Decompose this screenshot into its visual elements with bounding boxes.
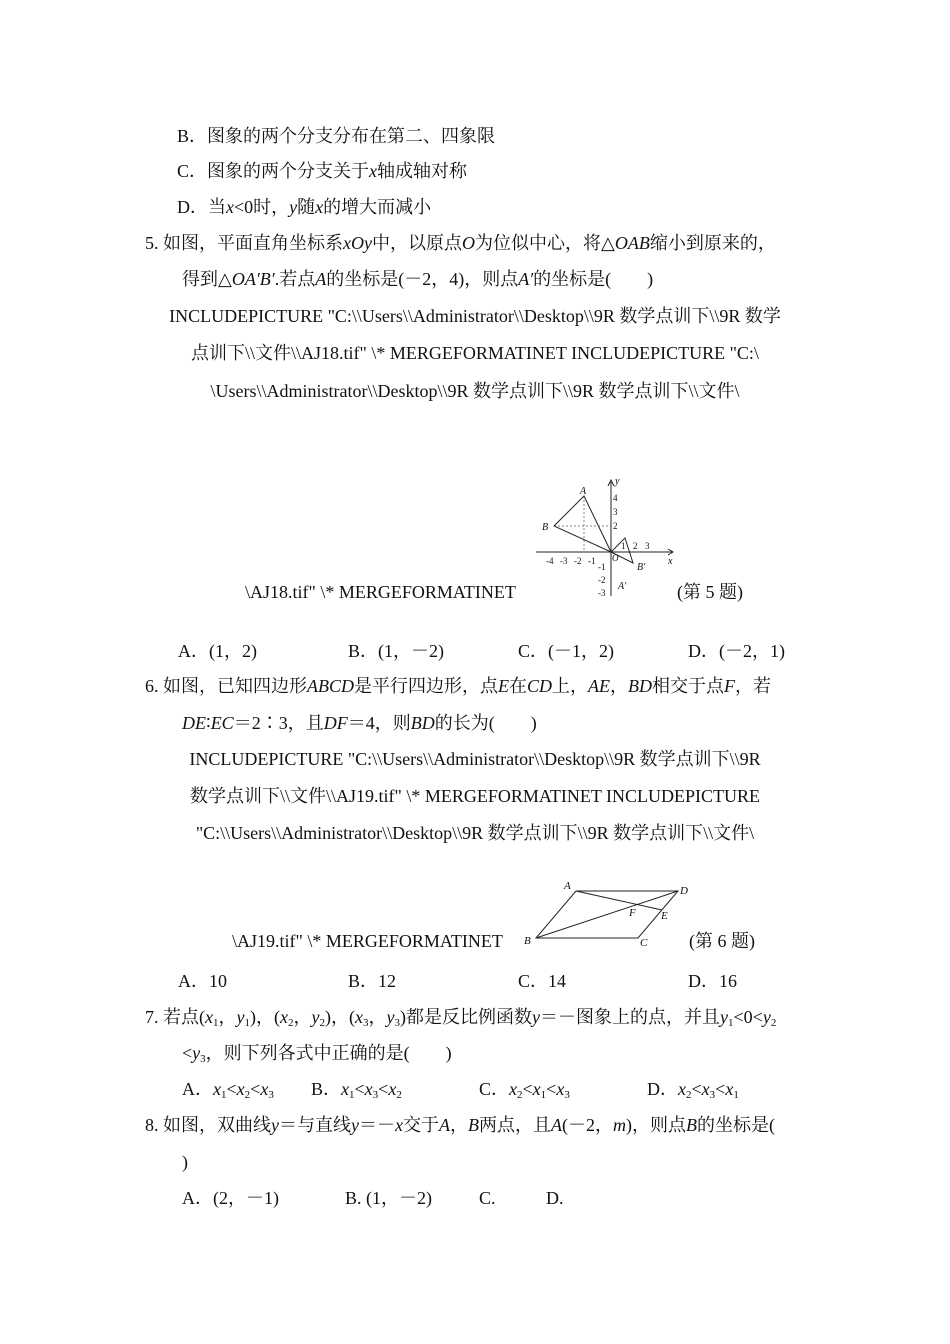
q6-include-line3: "C:\\Users\\Administrator\\Desktop\\9R 数学点训下\\9R 数学点训下\\文件\ — [195, 823, 755, 843]
q5-include-line1: INCLUDEPICTURE "C:\\Users\\Administrator\\Desktop\\9R 数学点训下\\9R 数学 — [169, 306, 781, 326]
q8-stem-line1: 8. 如图，双曲线y＝与直线y＝－x交于A，B两点，且A(－2，m)，则点B的坐标是( — [145, 1115, 775, 1135]
fig6-label-d: D — [680, 885, 688, 897]
q6-stem-line1: 6. 如图，已知四边形ABCD是平行四边形，点E在CD上，AE，BD相交于点F，若 — [145, 676, 772, 696]
q6-option-c: C．14 — [518, 971, 567, 991]
q7-option-b: B．$x_1<x_3<x_2$ — [311, 1079, 402, 1101]
q5-include-line2: 点训下\\文件\\AJ18.tif" \* MERGEFORMATINET INCLUDEPICTURE "C:\ — [191, 343, 759, 363]
fig5-label-a: A — [580, 486, 587, 497]
fig5-axis-y: y — [615, 476, 620, 487]
q5-option-a: A．(1，2) — [178, 641, 257, 661]
fig5-ytick: 2 — [613, 521, 618, 531]
fig5-label-b-prime: B′ — [637, 562, 646, 573]
fig5-xtick: -1 — [588, 556, 596, 566]
fig5-axis-x: x — [668, 556, 673, 567]
q8-option-c: C. — [479, 1188, 496, 1208]
q5-coordinate-figure — [532, 474, 682, 600]
q6-option-d: D．16 — [688, 971, 737, 991]
q4-option-c: C．图象的两个分支关于x轴成轴对称 — [177, 161, 468, 181]
q5-option-d: D．(－2，1) — [688, 641, 785, 661]
fig5-ytick: -3 — [598, 588, 606, 598]
q5-stem-line2: 得到△OA′B′.若点A的坐标是(－2，4)，则点A′的坐标是( ) — [182, 269, 654, 289]
q5-include-line3: \Users\\Administrator\\Desktop\\9R 数学点训下\\9R 数学点训下\\文件\ — [210, 381, 740, 401]
q4-option-d: D．当x<0时，y随x的增大而减小 — [177, 197, 432, 217]
q5-caption: (第 5 题) — [677, 582, 743, 602]
fig5-label-a-prime: A′ — [618, 581, 627, 592]
q5-include-line4: \AJ18.tif" \* MERGEFORMATINET — [245, 582, 516, 602]
q8-option-b: B. (1，－2) — [345, 1188, 432, 1208]
fig6-label-a: A — [564, 880, 571, 892]
q6-caption: (第 6 题) — [689, 931, 755, 951]
fig5-xtick: -4 — [546, 556, 554, 566]
q5-option-c: C．(－1，2) — [518, 641, 614, 661]
q6-option-b: B．12 — [348, 971, 397, 991]
fig5-ytick: -2 — [598, 575, 606, 585]
fig6-label-f: F — [629, 907, 636, 919]
q7-option-a: A．$x_1<x_2<x_3$ — [182, 1079, 274, 1101]
q6-parallelogram-figure — [520, 878, 700, 948]
fig5-ytick: 3 — [613, 507, 618, 517]
fig5-label-b: B — [542, 522, 549, 533]
fig5-xtick: 2 — [633, 541, 638, 551]
fig5-xtick: 1 — [621, 541, 626, 551]
fig5-origin: O — [612, 553, 619, 563]
q6-option-a: A．10 — [178, 971, 227, 991]
q5-stem-line1: 5. 如图，平面直角坐标系xOy中，以原点O为位似中心，将△OAB缩小到原来的， — [145, 233, 776, 253]
q6-include-line1: INCLUDEPICTURE "C:\\Users\\Administrator\\Desktop\\9R 数学点训下\\9R — [189, 749, 761, 769]
q4-option-b: B．图象的两个分支分布在第二、四象限 — [177, 126, 496, 146]
fig5-ytick: -1 — [598, 562, 606, 572]
fig5-xtick: -2 — [574, 556, 582, 566]
fig6-label-c: C — [640, 937, 648, 948]
q8-option-d: D. — [546, 1188, 564, 1208]
fig5-xtick: 3 — [645, 541, 650, 551]
fig5-ytick: 4 — [613, 493, 618, 503]
q6-stem-line2: DE∶EC＝2∶3，且DF＝4，则BD的长为( ) — [182, 713, 537, 733]
q6-include-line4: \AJ19.tif" \* MERGEFORMATINET — [232, 931, 503, 951]
q7-option-d: D．$x_2<x_3<x_1$ — [647, 1079, 739, 1101]
q7-stem-line1: 7. 若点($x_1$，$y_1$)，($x_2$，$y_2$)，($x_3$，$y_3$)都是反比例函数y＝－图象上的点，并且$y_1<0<y_2$ — [145, 1007, 777, 1029]
fig6-label-e: E — [661, 910, 668, 922]
fig5-xtick: -3 — [560, 556, 568, 566]
fig6-label-b: B — [524, 935, 531, 947]
q8-option-a: A．(2，－1) — [182, 1188, 279, 1208]
q5-option-b: B．(1，－2) — [348, 641, 444, 661]
q6-include-line2: 数学点训下\\文件\\AJ19.tif" \* MERGEFORMATINET INCLUDEPICTURE — [189, 786, 761, 806]
q7-stem-line2: $<y_3$，则下列各式中正确的是( ) — [182, 1043, 452, 1065]
q7-option-c: C．$x_2<x_1<x_3$ — [479, 1079, 570, 1101]
q8-stem-line2: ) — [182, 1152, 188, 1172]
